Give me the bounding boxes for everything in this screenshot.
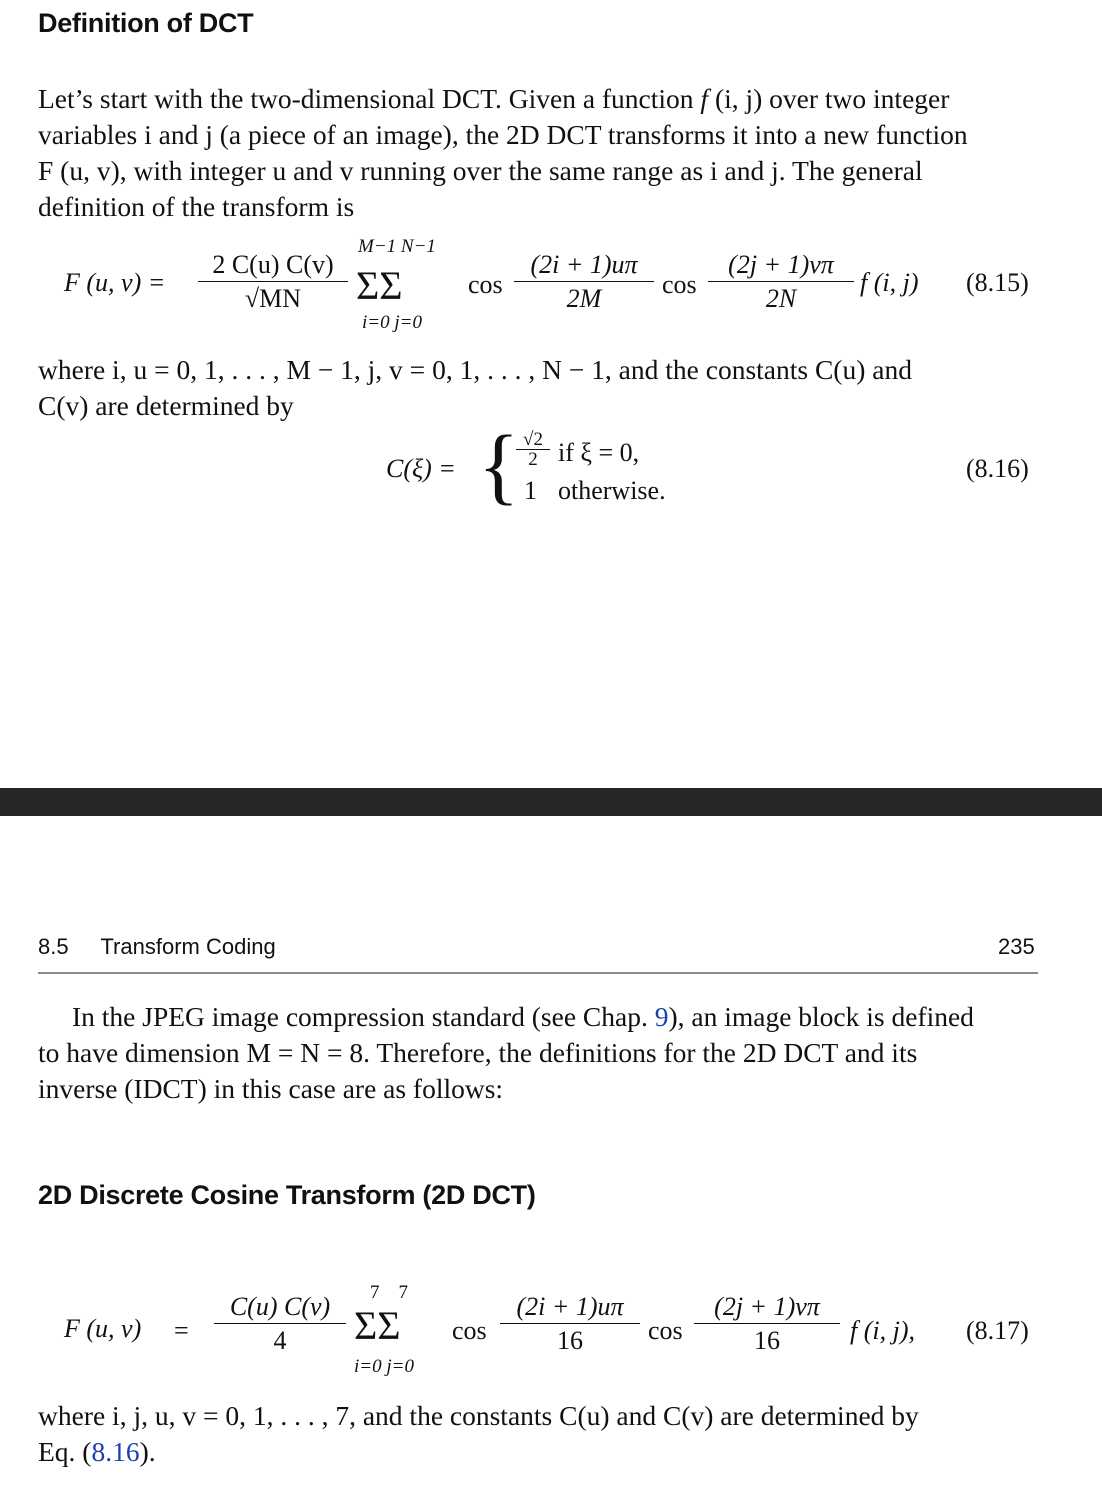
eq815-sigma: ΣΣ — [356, 263, 403, 308]
eq817-explanation-line-1: where i, j, u, v = 0, 1, . . . , 7, and the constants C(u) and C(v) are determined by — [38, 1400, 919, 1431]
header-rule — [38, 972, 1038, 974]
constants-paragraph — [38, 352, 1038, 424]
eq816-case1-num: √2 — [523, 429, 543, 450]
left-brace-icon: { — [478, 417, 520, 513]
intro-line-2: variables i and j (a piece of an image), the 2D DCT transforms it into a new function — [38, 119, 968, 150]
eq817-coefficient — [214, 1292, 346, 1356]
eq817-explanation-line-2-pre: Eq. ( — [38, 1436, 92, 1467]
eq816-case1-den: 2 — [528, 449, 538, 470]
chapter-9-link[interactable]: 9 — [654, 1001, 669, 1032]
eq817-frac1-den: 16 — [557, 1326, 583, 1355]
intro-line-1-args: (i, j) — [708, 83, 770, 114]
eq815-frac1-num: (2i + 1)uπ — [530, 250, 638, 279]
eq817-tail: f (i, j), — [850, 1316, 915, 1345]
equation-8-16 — [0, 417, 1102, 518]
equation-8-17 — [0, 1276, 1102, 1386]
eq817-cos-1: cos — [452, 1316, 487, 1345]
running-header-section: 8.5 — [38, 934, 69, 959]
eq816-case2-cond: otherwise. — [558, 476, 666, 505]
eq815-coef-den: √MN — [244, 284, 302, 313]
eq815-cos-1: cos — [468, 270, 503, 299]
eq817-explanation-line-2 — [38, 1434, 1038, 1470]
eq815-fraction-2 — [708, 250, 854, 314]
eq817-sum-top: 7 7 — [370, 1282, 408, 1303]
eq817-fraction-1 — [500, 1292, 640, 1356]
intro-line-1-pre: Let’s start with the two-dimensional DCT. Given a function — [38, 83, 701, 114]
intro-line-1 — [38, 81, 1038, 117]
eq815-coefficient — [198, 250, 348, 314]
eq816-case1-value — [516, 430, 550, 469]
eq816-case1-cond: if ξ = 0, — [558, 438, 640, 467]
eq817-coef-den: 4 — [273, 1326, 287, 1355]
equation-8-16-link[interactable]: 8.16 — [91, 1436, 140, 1467]
eq817-number: (8.17) — [966, 1316, 1029, 1345]
intro-line-1-func: f — [700, 83, 709, 114]
intro-line-4: definition of the transform is — [38, 191, 355, 222]
jpeg-paragraph — [38, 999, 1038, 1107]
section-heading-2d-dct: 2D Discrete Cosine Transform (2D DCT) — [38, 1180, 536, 1210]
eq817-sigma: ΣΣ — [354, 1303, 401, 1348]
jpeg-line-1 — [38, 999, 1038, 1035]
intro-line-3: F (u, v), with integer u and v running over the same range as i and j. The general — [38, 155, 923, 186]
eq817-frac2-den: 16 — [754, 1326, 780, 1355]
eq817-frac1-num: (2i + 1)uπ — [516, 1292, 624, 1321]
running-header — [38, 934, 276, 960]
eq817-equals: = — [174, 1316, 189, 1345]
eq816-number: (8.16) — [966, 454, 1029, 483]
eq817-explanation-line-2-post: ). — [139, 1436, 156, 1467]
eq817-fraction-2 — [694, 1292, 840, 1356]
eq815-sum-top: M−1 N−1 — [358, 236, 436, 257]
eq817-explanation-paragraph — [38, 1398, 1038, 1470]
jpeg-line-3: inverse (IDCT) in this case are as follows: — [38, 1073, 504, 1104]
jpeg-line-1-post: ), an image block is defined — [668, 1001, 974, 1032]
eq817-coef-num: C(u) C(v) — [229, 1292, 331, 1321]
eq817-lhs: F (u, v) — [64, 1314, 142, 1343]
eq815-cos-2: cos — [662, 270, 697, 299]
eq817-frac2-num: (2j + 1)vπ — [714, 1292, 820, 1321]
eq815-frac1-den: 2M — [566, 284, 602, 313]
eq815-sum-bottom: i=0 j=0 — [362, 312, 422, 333]
section-heading-definition-of-dct: Definition of DCT — [38, 8, 254, 38]
running-header-title: Transform Coding — [100, 934, 276, 959]
page-number: 235 — [998, 934, 1035, 959]
intro-line-1-post: over two integer — [769, 83, 950, 114]
eq816-case2-value: 1 — [524, 476, 537, 505]
jpeg-line-2: to have dimension M = N = 8. Therefore, the definitions for the 2D DCT and its — [38, 1037, 918, 1068]
constants-line-2: C(v) are determined by — [38, 390, 294, 421]
eq815-fraction-1 — [514, 250, 654, 314]
page-divider — [0, 788, 1102, 816]
eq817-cos-2: cos — [648, 1316, 683, 1345]
eq815-lhs: F (u, v) = — [64, 268, 166, 297]
eq816-lhs: C(ξ) = — [386, 454, 456, 483]
eq815-coef-num: 2 C(u) C(v) — [212, 250, 334, 279]
eq815-frac2-num: (2j + 1)vπ — [728, 250, 834, 279]
equation-8-15 — [0, 230, 1102, 340]
constants-line-1: where i, u = 0, 1, . . . , M − 1, j, v = 0, 1, . . . , N − 1, and the constants C(u) and — [38, 354, 912, 385]
eq815-tail: f (i, j) — [860, 268, 919, 297]
eq815-number: (8.15) — [966, 268, 1029, 297]
eq815-frac2-den: 2N — [765, 284, 797, 313]
eq817-sum-bottom: i=0 j=0 — [354, 1356, 414, 1377]
intro-paragraph — [38, 81, 1038, 225]
jpeg-line-1-pre: In the JPEG image compression standard (see Chap. — [72, 1001, 655, 1032]
